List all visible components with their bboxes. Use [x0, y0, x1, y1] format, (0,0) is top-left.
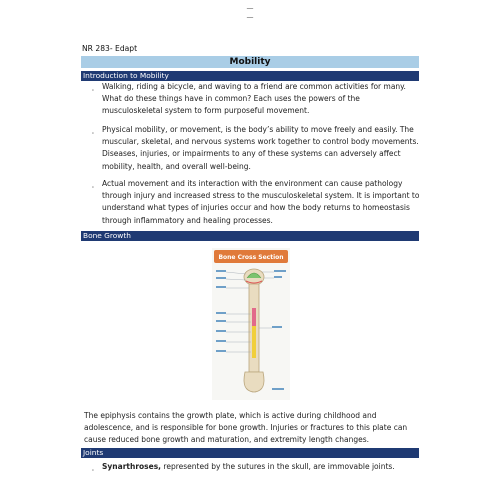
section-heading-joints: Joints: [81, 448, 419, 458]
header-mark: —: [246, 4, 254, 12]
bone-base-icon: [244, 372, 264, 392]
yellow-marrow-icon: [252, 326, 256, 358]
bullet-marker: ˌ: [92, 127, 94, 135]
figure-title: Bone Cross Section: [218, 254, 284, 261]
joints-bullet-1: [102, 461, 420, 473]
page-title: Mobility: [81, 56, 419, 68]
intro-bullet-3: Actual movement and its interaction with the environment can cause pathology through injury and increased stress to the musculoskeletal system. It is important to understand what types of injuries occur and how the body returns to homeostasis through inflammatory and healing processes.: [102, 179, 420, 225]
bullet-marker: ˌ: [92, 464, 94, 472]
header-marks: [246, 4, 254, 22]
section-heading-intro: Introduction to Mobility: [81, 71, 419, 81]
bullet-marker: ˌ: [92, 181, 94, 189]
bullet-marker: ˌ: [92, 84, 94, 92]
intro-bullet-2: Physical mobility, or movement, is the body’s ability to move freely and easily. The muscular, skeletal, and nervous systems work together to control body movements. Diseases, injuries, or impairments to any of these systems can adversely affect mobility, health, and overall well-being.: [102, 125, 419, 171]
synarthroses-term: Synarthroses,: [102, 462, 162, 471]
bone-cross-section-figure: [212, 248, 290, 400]
red-marrow-icon: [252, 308, 256, 326]
header-mark: —: [246, 13, 254, 21]
bone-growth-paragraph: The epiphysis contains the growth plate, which is active during childhood and adolescence, and is responsible for bone growth. Injuries or fractures to this plate can cause reduced bone growth and maturation, and extremity length changes.: [84, 411, 408, 445]
synarthroses-description: represented by the sutures in the skull, are immovable joints.: [161, 462, 395, 471]
section-heading-bone-growth: Bone Growth: [81, 231, 419, 241]
course-label: NR 283- Edapt: [82, 44, 138, 53]
intro-bullet-1: Walking, riding a bicycle, and waving to a friend are common activities for many. What do these things have in common? Each uses the powers of the musculoskeletal system to form purposeful movement.: [102, 82, 406, 116]
